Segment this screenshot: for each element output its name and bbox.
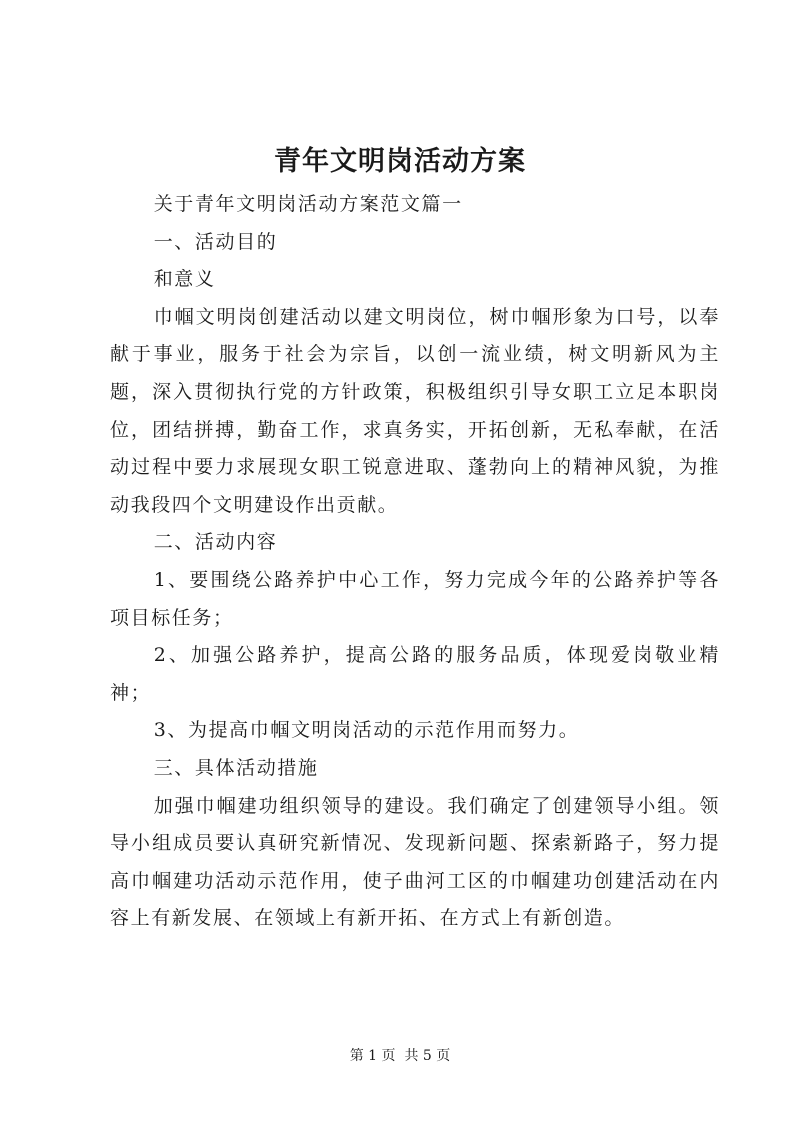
paragraph-section-3-heading: 三、具体活动措施 [153,756,319,779]
document-body [110,186,720,938]
document-title: 青年文明岗活动方案 [274,146,526,177]
paragraph-item-3: 3、为提高巾帼文明岗活动的示范作用而努力。 [153,719,580,742]
page-footer [0,1046,800,1066]
paragraph-section-2-heading: 二、活动内容 [153,531,278,554]
paragraph-measures: 加强巾帼建功组织领导的建设。我们确定了创建领导小组。领导小组成员要认真研究新情况、发现新问题、探索新路子，努力提高巾帼建功活动示范作用，使子曲河工区的巾帼建功创建活动在内容上有新发展、在领域上有新开拓、在方式上有新创造。 [110,794,720,930]
paragraph-item-2: 2、加强公路养护，提高公路的服务品质，体现爱岗敬业精神； [110,644,720,704]
paragraph-purpose: 巾帼文明岗创建活动以建文明岗位，树巾帼形象为口号，以奉献于事业，服务于社会为宗旨，以创一流业绩，树文明新风为主题，深入贯彻执行党的方针政策，积极组织引导女职工立足本职岗位，团结拼搏，勤奋工作，求真务实，开拓创新，无私奉献，在活动过程中要力求展现女职工锐意进取、蓬勃向上的精神风貌，为推动我段四个文明建设作出贡献。 [110,305,720,516]
page-number-label: 第 1 页 共 5 页 [349,1048,451,1064]
paragraph-item-1: 1、要围绕公路养护中心工作，努力完成今年的公路养护等各项目标任务； [110,568,720,629]
paragraph-heading-intro: 关于青年文明岗活动方案范文篇一 [153,193,463,215]
paragraph-section-1-heading: 一、活动目的 [153,230,278,253]
paragraph-section-1-subheading: 和意义 [153,268,216,291]
